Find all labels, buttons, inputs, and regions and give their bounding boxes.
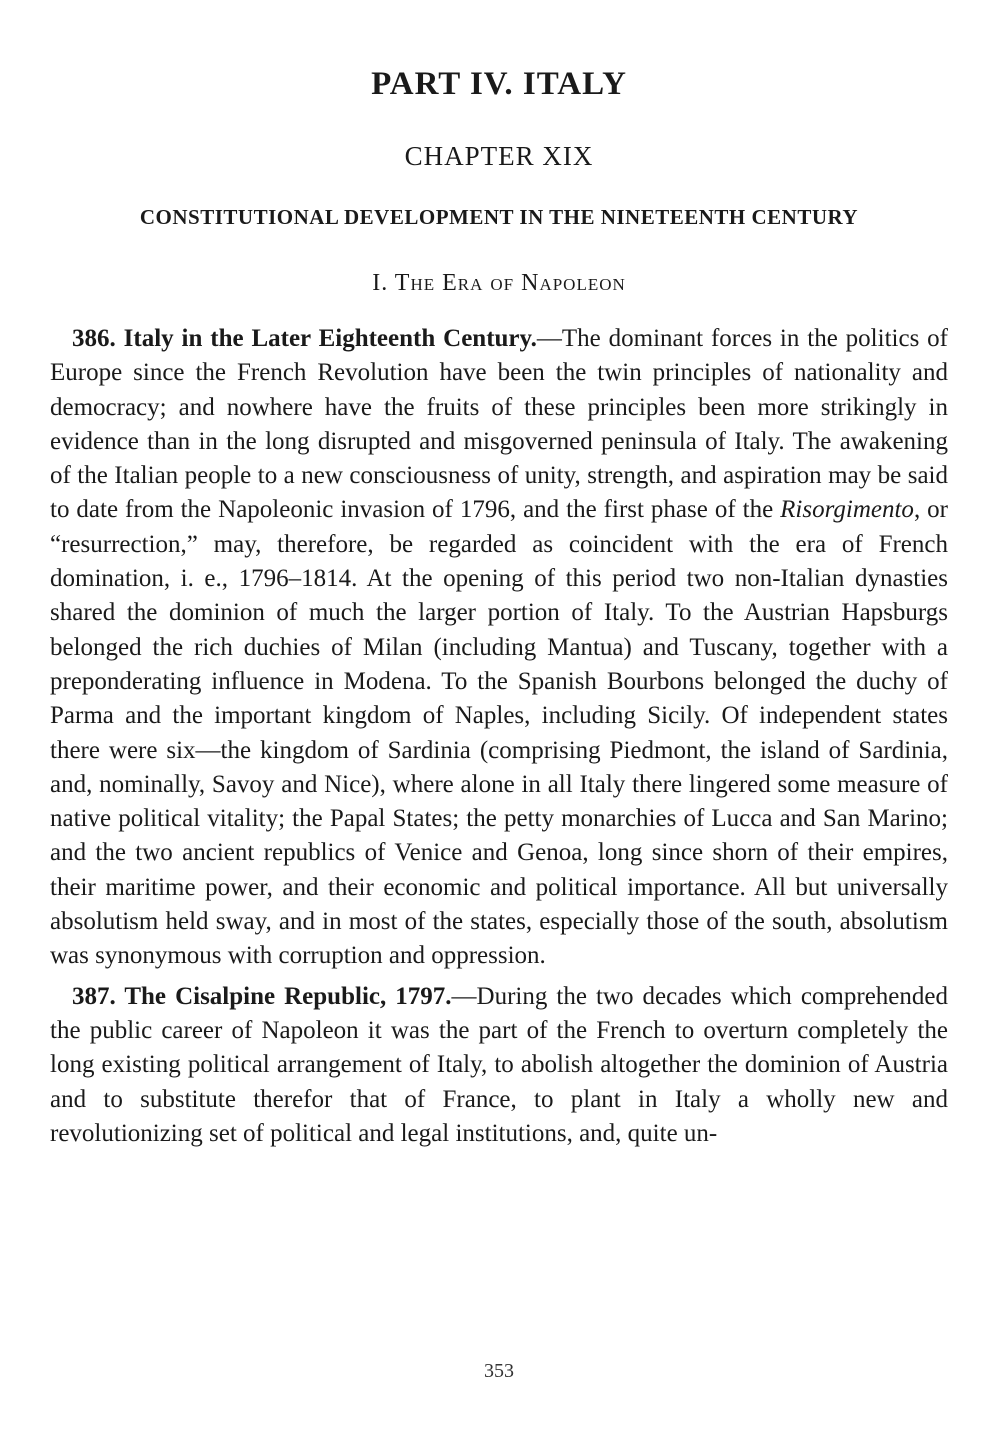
paragraph-heading: 386. Italy in the Later Eighteenth Century.	[72, 325, 537, 352]
section-title: I. The Era of Napoleon	[372, 270, 626, 296]
paragraph-387	[50, 980, 948, 1151]
paragraph-text: , or “resurrection,” may, therefore, be regarded as coincident with the era of French domination, i. e., 1796–1814. At the opening of this period two non-Italian dynasties shared the dominion of much the larger portion of Italy. To the Austrian Hapsburgs belonged the rich duchies of Milan (including Mantua) and Tuscany, together with a preponderating influence in Modena. To the Spanish Bourbons belonged the duchy of Parma and the important kingdom of Naples, including Sicily. Of independent states there were six—the kingdom of Sardinia (comprising Piedmont, the island of Sardinia, and, nominally, Savoy and Nice), where alone in all Italy there lingered some measure of native political vitality; the Papal States; the petty monarchies of Lucca and San Marino; and the two ancient republics of Venice and Genoa, long since shorn of their empires, their maritime power, and their economic and political importance. All but universally absolutism held sway, and in most of the states, especially those of the south, absolutism was synonymous with corruption and oppression.	[50, 496, 948, 970]
paragraph-text: —During the two decades which comprehended the public career of Napoleon it was the part of the French to overturn completely the long existing political arrangement of Italy, to abolish altogether the dominion of Austria and to substitute therefor that of France, to plant in Italy a wholly new and revolutionizing set of political and legal institutions, and, quite un-	[50, 982, 948, 1147]
chapter-subtitle: CONSTITUTIONAL DEVELOPMENT IN THE NINETEENTH CENTURY	[139, 205, 859, 229]
page-number: 353	[484, 1360, 514, 1382]
italic-term: Risorgimento	[780, 496, 914, 524]
paragraph-386	[50, 322, 948, 974]
chapter-title: CHAPTER XIX	[404, 141, 594, 171]
part-title: PART IV. ITALY	[371, 66, 627, 102]
book-page	[50, 0, 948, 1452]
body-text	[50, 322, 948, 1157]
paragraph-text: —The dominant forces in the politics of Europe since the French Revolution have been the twin principles of nationality and democracy; and nowhere have the fruits of these principles been more strikingly in evidence than in the long disrupted and misgoverned peninsula of Italy. The awakening of the Italian people to a new consciousness of unity, strength, and aspiration may be said to date from the Napoleonic invasion of 1796, and the first phase of the	[50, 325, 949, 524]
paragraph-heading: 387. The Cisalpine Republic, 1797.	[72, 982, 452, 1010]
